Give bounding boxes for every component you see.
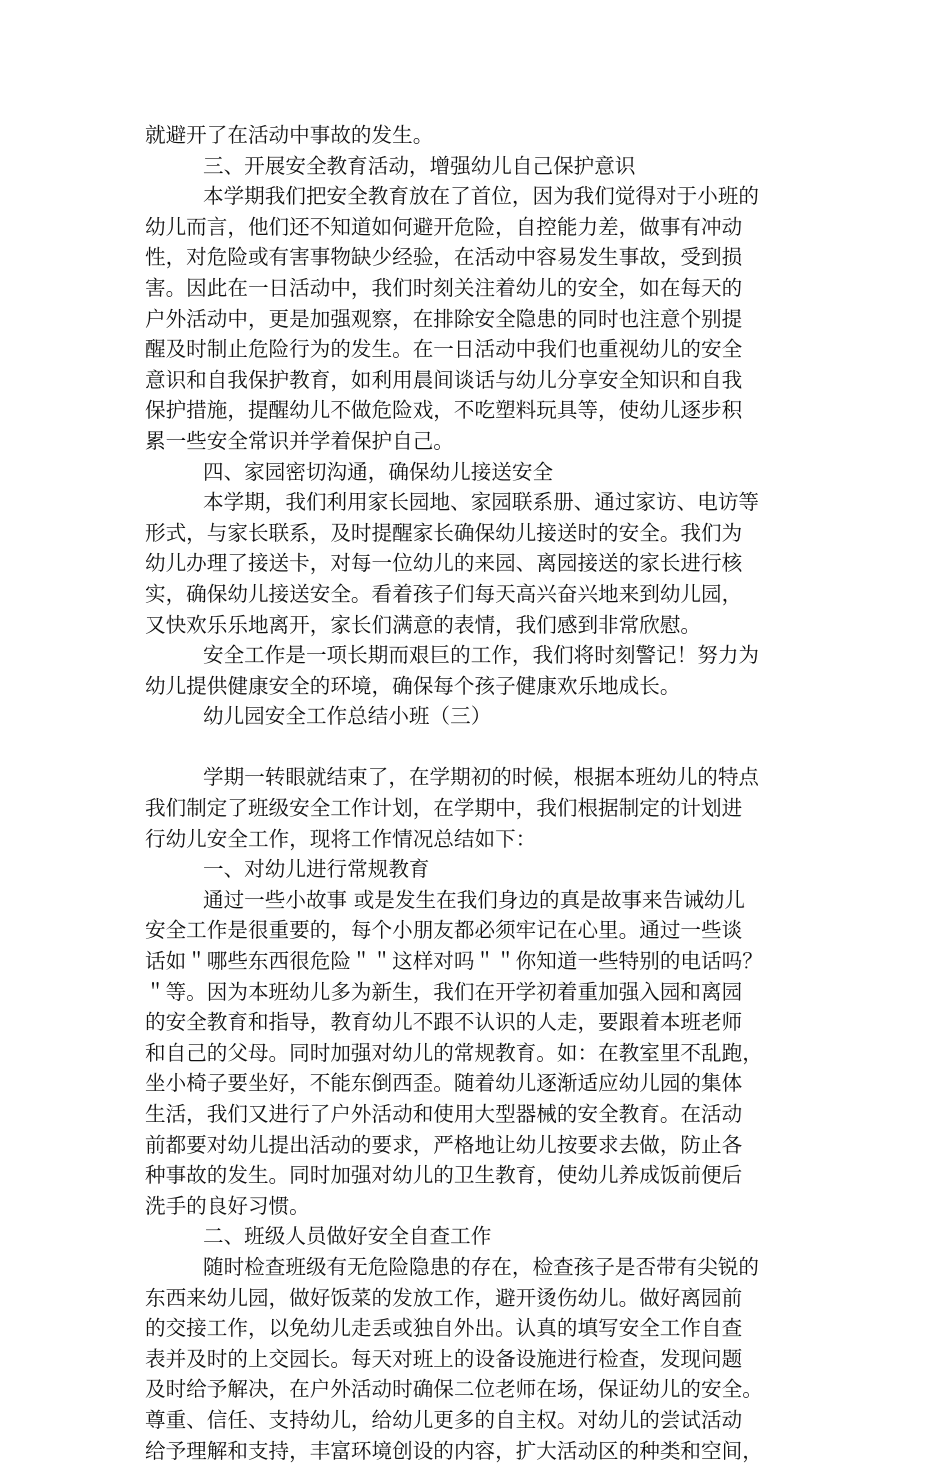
text-line: 实，确保幼儿接送安全。看着孩子们每天高兴奋兴地来到幼儿园， bbox=[145, 581, 743, 606]
paragraph-start: 学期一转眼就结束了，在学期初的时候，根据本班幼儿的特点 bbox=[203, 765, 760, 790]
section-heading: 三、开展安全教育活动，增强幼儿自己保护意识 bbox=[203, 153, 636, 178]
text-line: 表并及时的上交园长。每天对班上的设备设施进行检查，发现问题 bbox=[145, 1346, 743, 1371]
text-line: 的交接工作，以免幼儿走丢或独自外出。认真的填写安全工作自查 bbox=[145, 1316, 743, 1341]
text-line: 户外活动中，更是加强观察，在排除安全隐患的同时也注意个别提 bbox=[145, 306, 743, 331]
text-line: 及时给予解决，在户外活动时确保二位老师在场，保证幼儿的安全。 bbox=[145, 1377, 763, 1402]
text-line: 意识和自我保护教育，如利用晨间谈话与幼儿分享安全知识和自我 bbox=[145, 367, 743, 392]
text-line: 性，对危险或有害事物缺少经验，在活动中容易发生事故，受到损 bbox=[145, 245, 743, 270]
paragraph-start: 随时检查班级有无危险隐患的存在，检查孩子是否带有尖锐的 bbox=[203, 1254, 760, 1279]
text-line: 坐小椅子要坐好，不能东倒西歪。随着幼儿逐渐适应幼儿园的集体 bbox=[145, 1071, 743, 1096]
text-line: 幼儿办理了接送卡，对每一位幼儿的来园、离园接送的家长进行核 bbox=[145, 551, 743, 576]
text-line: 和自己的父母。同时加强对幼儿的常规教育。如：在教室里不乱跑， bbox=[145, 1040, 763, 1065]
text-line: 洗手的良好习惯。 bbox=[145, 1193, 310, 1218]
text-line: 就避开了在活动中事故的发生。 bbox=[145, 123, 434, 147]
paragraph-start: 本学期，我们利用家长园地、家园联系册、通过家访、电访等 bbox=[203, 490, 760, 515]
text-line: 累一些安全常识并学着保护自己。 bbox=[145, 428, 454, 453]
text-line: 害。因此在一日活动中，我们时刻关注着幼儿的安全，如在每天的 bbox=[145, 275, 743, 300]
text-line: 醒及时制止危险行为的发生。在一日活动中我们也重视幼儿的安全 bbox=[145, 337, 743, 362]
text-line: 前都要对幼儿提出活动的要求，严格地让幼儿按要求去做，防止各 bbox=[145, 1132, 743, 1157]
blank-line bbox=[145, 732, 815, 763]
section-heading: 二、班级人员做好安全自查工作 bbox=[203, 1224, 492, 1249]
section-heading: 一、对幼儿进行常规教育 bbox=[203, 857, 430, 882]
text-line: ＂等。因为本班幼儿多为新生，我们在开学初着重加强入园和离园 bbox=[145, 979, 743, 1004]
text-line: 又快欢乐乐地离开，家长们满意的表情，我们感到非常欣慰。 bbox=[145, 612, 702, 637]
text-line: 的安全教育和指导，教育幼儿不跟不认识的人走，要跟着本班老师 bbox=[145, 1010, 743, 1035]
text-line: 形式，与家长联系，及时提醒家长确保幼儿接送时的安全。我们为 bbox=[145, 520, 743, 545]
text-line: 东西来幼儿园，做好饭菜的发放工作，避开烫伤幼儿。做好离园前 bbox=[145, 1285, 743, 1310]
text-line: 安全工作是很重要的，每个小朋友都必须牢记在心里。通过一些谈 bbox=[145, 918, 743, 943]
text-line: 给予理解和支持，丰富环境创设的内容，扩大活动区的种类和空间， bbox=[145, 1438, 763, 1463]
text-line: 话如＂哪些东西很危险＂＂这样对吗＂＂你知道一些特别的电话吗？ bbox=[145, 949, 763, 974]
paragraph-start: 本学期我们把安全教育放在了首位，因为我们觉得对于小班的 bbox=[203, 184, 760, 209]
document-body bbox=[145, 120, 815, 1466]
text-line: 生活，我们又进行了户外活动和使用大型器械的安全教育。在活动 bbox=[145, 1102, 743, 1126]
section-heading: 四、家园密切沟通，确保幼儿接送安全 bbox=[203, 459, 554, 484]
text-line: 我们制定了班级安全工作计划，在学期中，我们根据制定的计划进 bbox=[145, 796, 743, 821]
article-title: 幼儿园安全工作总结小班（三） bbox=[203, 704, 492, 729]
text-line: 尊重、信任、支持幼儿，给幼儿更多的自主权。对幼儿的尝试活动 bbox=[145, 1407, 743, 1432]
paragraph-start: 通过一些小故事 或是发生在我们身边的真是故事来告诫幼儿 bbox=[203, 887, 745, 912]
text-line: 幼儿而言，他们还不知道如何避开危险，自控能力差，做事有冲动 bbox=[145, 214, 743, 239]
text-line: 行幼儿安全工作，现将工作情况总结如下： bbox=[145, 826, 537, 851]
text-line: 保护措施，提醒幼儿不做危险戏，不吃塑料玩具等，使幼儿逐步积 bbox=[145, 398, 743, 423]
text-line: 幼儿提供健康安全的环境，确保每个孩子健康欢乐地成长。 bbox=[145, 673, 681, 698]
text-line: 种事故的发生。同时加强对幼儿的卫生教育，使幼儿养成饭前便后 bbox=[145, 1163, 743, 1188]
paragraph-start: 安全工作是一项长期而艰巨的工作，我们将时刻警记！努力为 bbox=[203, 643, 760, 668]
